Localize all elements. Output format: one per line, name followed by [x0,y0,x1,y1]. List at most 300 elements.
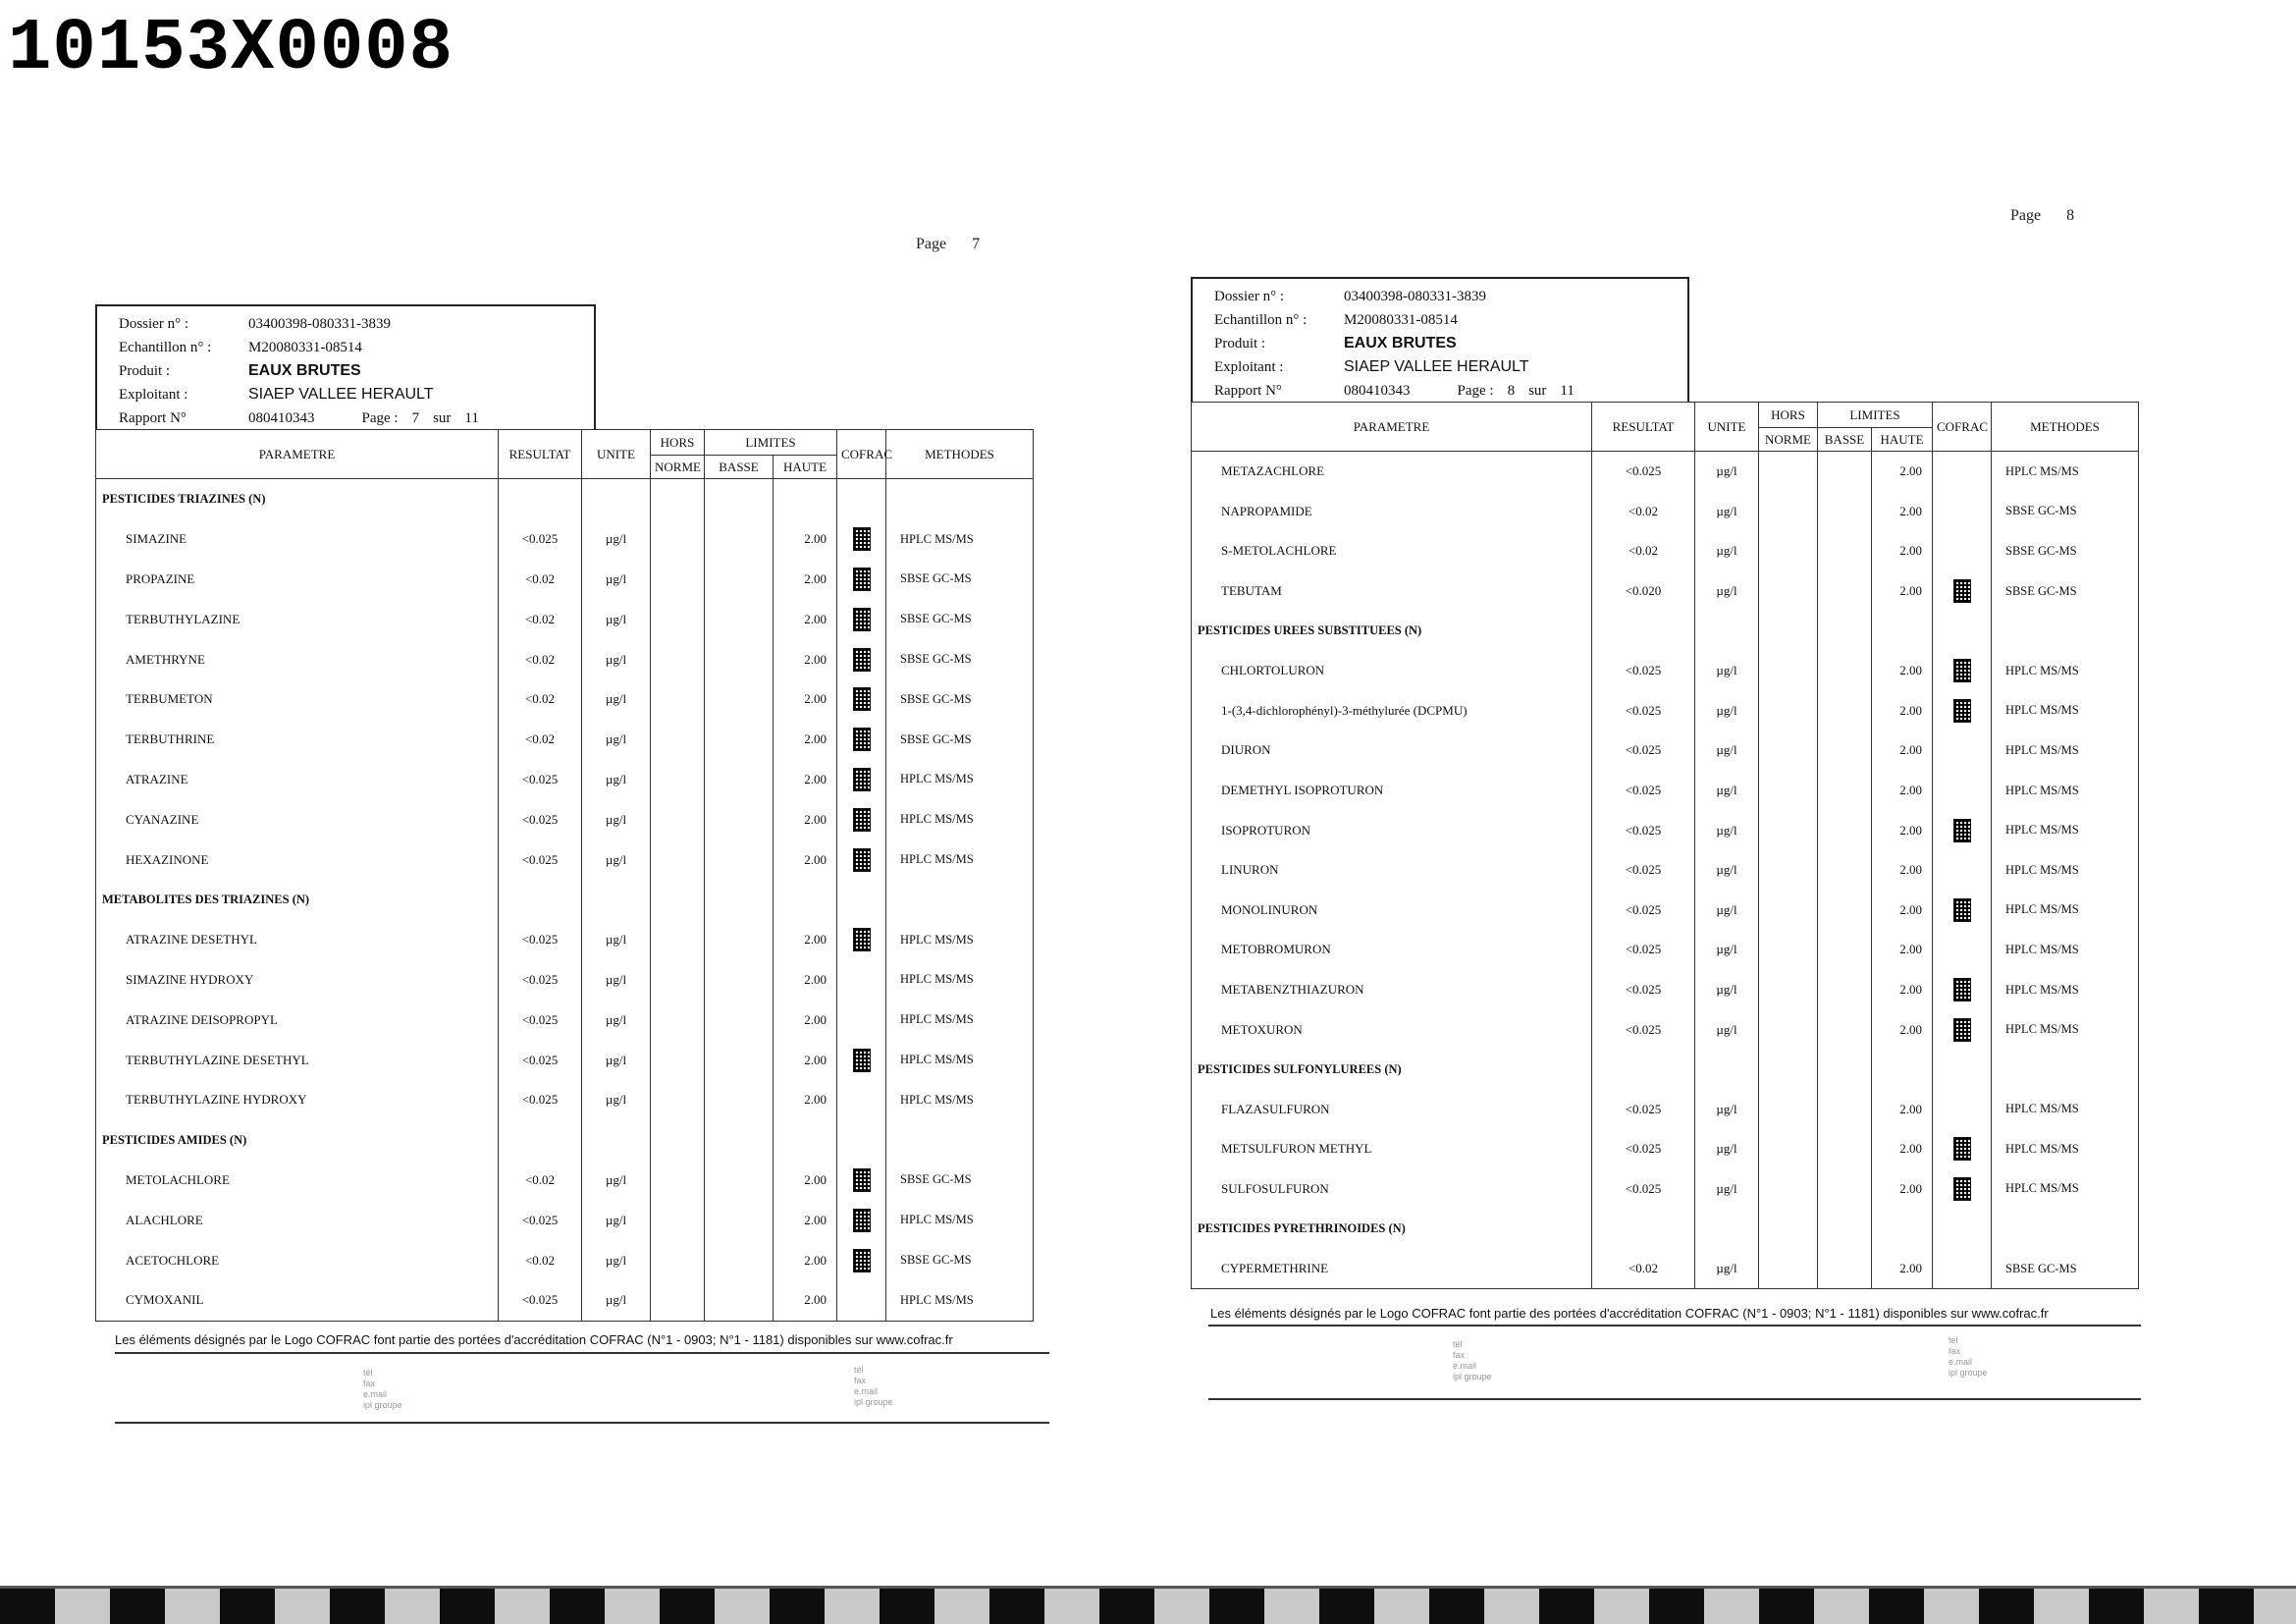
limite-haute-value: 2.00 [1872,891,1933,931]
result-value: <0.025 [499,1280,582,1321]
limite-basse-cell [1818,930,1872,970]
method-value: HPLC MS/MS [1992,1090,2139,1130]
unit-value: µg/l [1695,691,1759,731]
table-row [1192,1249,2139,1289]
cofrac-cell [837,839,886,880]
parameter-name: TEBUTAM [1192,571,1592,612]
empty-cell [1592,1050,1695,1090]
empty-cell [651,1120,705,1161]
empty-cell [1992,611,2139,651]
method-value: SBSE GC-MS [1992,492,2139,532]
category-row [1192,1050,2139,1090]
unit-value: µg/l [582,1200,651,1240]
empty-cell [774,479,837,519]
table-row [96,799,1034,839]
unit-value: µg/l [1695,1129,1759,1169]
method-value: HPLC MS/MS [886,920,1034,960]
method-value: HPLC MS/MS [1992,930,2139,970]
hors-norme-cell [1759,891,1818,931]
limite-haute-value: 2.00 [774,599,837,639]
parameter-name: LINURON [1192,850,1592,891]
cofrac-cell [1933,1129,1992,1169]
result-value: <0.025 [499,1080,582,1120]
limite-haute-value: 2.00 [774,560,837,600]
cofrac-logo-icon [1953,898,1971,922]
method-value: HPLC MS/MS [1992,850,2139,891]
empty-cell [1818,611,1872,651]
limite-basse-cell [705,560,774,600]
hors-norme-cell [651,839,705,880]
cofrac-cell [837,1240,886,1280]
category-row [96,880,1034,920]
cofrac-cell [837,799,886,839]
limite-haute-value: 2.00 [1872,1249,1933,1289]
table-row [1192,850,2139,891]
result-value: <0.025 [1592,970,1695,1010]
parameter-name: ATRAZINE [96,760,499,800]
cofrac-logo-icon [1953,1137,1971,1161]
hors-norme-cell [1759,1249,1818,1289]
empty-cell [1992,1209,2139,1249]
limite-basse-cell [1818,1009,1872,1050]
limite-haute-value: 2.00 [1872,731,1933,771]
limite-basse-cell [705,920,774,960]
unit-value: µg/l [582,1161,651,1201]
table-row [96,599,1034,639]
document-id: 10153X0008 [8,8,454,90]
empty-cell [1933,1050,1992,1090]
method-value: HPLC MS/MS [1992,452,2139,492]
result-value: <0.025 [499,920,582,960]
cofrac-logo-icon [1953,579,1971,603]
scan-border-strip [0,1589,2296,1624]
result-value: <0.02 [1592,531,1695,571]
empty-cell [886,880,1034,920]
result-value: <0.025 [1592,1129,1695,1169]
empty-cell [1818,1050,1872,1090]
method-value: SBSE GC-MS [886,599,1034,639]
result-value: <0.025 [1592,731,1695,771]
hors-norme-cell [651,1161,705,1201]
method-value: HPLC MS/MS [886,519,1034,560]
report-number: 080410343 [248,409,315,426]
cofrac-logo-icon [853,687,871,711]
limite-basse-cell [705,1000,774,1040]
report-header-8: Dossier n° : 03400398-080331-3839 Echantillon n° : M20080331-08514 Produit : EAUX BRUTES Exploitant : SIAEP VALLEE HERAULT Rapport N° 080410343 Page : 8 sur 11 [1191,277,1689,410]
cofrac-cell [837,960,886,1001]
parameter-name: CYANAZINE [96,799,499,839]
table-row [1192,771,2139,811]
cofrac-logo-icon [1953,819,1971,842]
col-header-unite: UNITE [582,430,651,479]
unit-value: µg/l [582,1040,651,1080]
limite-basse-cell [1818,1129,1872,1169]
report-header-7: Dossier n° : 03400398-080331-3839 Echantillon n° : M20080331-08514 Produit : EAUX BRUTES Exploitant : SIAEP VALLEE HERAULT Rapport N° 080410343 Page : 7 sur 11 [95,304,596,438]
method-value: HPLC MS/MS [1992,1169,2139,1210]
col-header-norme: NORME [1759,428,1818,452]
limite-basse-cell [705,760,774,800]
result-value: <0.02 [1592,492,1695,532]
unit-value: µg/l [582,1000,651,1040]
hors-norme-cell [651,1240,705,1280]
empty-cell [499,479,582,519]
limite-basse-cell [705,639,774,679]
category-label: METABOLITES DES TRIAZINES (N) [96,880,499,920]
limite-haute-value: 2.00 [774,1161,837,1201]
parameter-name: METABENZTHIAZURON [1192,970,1592,1010]
col-header-haute: HAUTE [774,456,837,479]
table-row [96,1040,1034,1080]
cofrac-logo-icon [853,568,871,591]
limite-haute-value: 2.00 [774,960,837,1001]
parameter-name: METOLACHLORE [96,1161,499,1201]
empty-cell [1933,1209,1992,1249]
table-row [1192,691,2139,731]
hors-norme-cell [1759,810,1818,850]
cofrac-cell [1933,492,1992,532]
empty-cell [1759,1209,1818,1249]
col-header-limites: LIMITES [705,430,837,456]
limite-haute-value: 2.00 [774,639,837,679]
limite-haute-value: 2.00 [1872,531,1933,571]
result-value: <0.02 [499,639,582,679]
hors-norme-cell [1759,771,1818,811]
parameter-name: HEXAZINONE [96,839,499,880]
table-row [1192,651,2139,691]
parameter-name: METAZACHLORE [1192,452,1592,492]
method-value: HPLC MS/MS [1992,1009,2139,1050]
result-value: <0.025 [1592,691,1695,731]
result-value: <0.025 [499,1040,582,1080]
footer-rule [1208,1325,2141,1326]
unit-value: µg/l [1695,571,1759,612]
contact-block-7a: tél fax e.mail ipl groupe [363,1368,402,1410]
parameter-name: METOBROMURON [1192,930,1592,970]
cofrac-logo-icon [853,928,871,951]
cofrac-cell [1933,452,1992,492]
result-value: <0.02 [1592,1249,1695,1289]
col-header-methodes: METHODES [1992,403,2139,452]
unit-value: µg/l [582,1080,651,1120]
table-row [96,679,1034,720]
table-row [1192,1090,2139,1130]
limite-basse-cell [705,799,774,839]
hors-norme-cell [651,720,705,760]
result-value: <0.02 [499,679,582,720]
result-value: <0.025 [1592,1009,1695,1050]
limite-basse-cell [705,1200,774,1240]
hors-norme-cell [651,1040,705,1080]
operator: SIAEP VALLEE HERAULT [248,386,434,403]
limite-basse-cell [1818,771,1872,811]
category-row [96,479,1034,519]
table-row [96,1161,1034,1201]
empty-cell [1695,611,1759,651]
col-header-basse: BASSE [1818,428,1872,452]
empty-cell [705,1120,774,1161]
parameter-name: DIURON [1192,731,1592,771]
hors-norme-cell [651,639,705,679]
col-header-resultat: RESULTAT [1592,403,1695,452]
result-value: <0.02 [499,1161,582,1201]
cofrac-cell [1933,571,1992,612]
empty-cell [1695,1209,1759,1249]
col-header-cofrac: COFRAC [837,430,886,479]
parameter-name: AMETHRYNE [96,639,499,679]
table-row [1192,1009,2139,1050]
category-label: PESTICIDES UREES SUBSTITUEES (N) [1192,611,1592,651]
table-row [96,1080,1034,1120]
empty-cell [1872,611,1933,651]
empty-cell [582,880,651,920]
cofrac-logo-icon [1953,699,1971,723]
empty-cell [582,479,651,519]
result-value: <0.025 [499,960,582,1001]
method-value: HPLC MS/MS [886,1080,1034,1120]
limite-haute-value: 2.00 [1872,571,1933,612]
result-value: <0.025 [499,1200,582,1240]
hors-norme-cell [1759,930,1818,970]
cofrac-cell [1933,930,1992,970]
empty-cell [582,1120,651,1161]
cofrac-cell [837,519,886,560]
category-label: PESTICIDES TRIAZINES (N) [96,479,499,519]
empty-cell [1759,611,1818,651]
hors-norme-cell [1759,691,1818,731]
parameter-name: TERBUMETON [96,679,499,720]
result-value: <0.025 [499,760,582,800]
method-value: HPLC MS/MS [1992,771,2139,811]
limite-basse-cell [1818,970,1872,1010]
cofrac-cell [1933,1090,1992,1130]
result-value: <0.025 [1592,1090,1695,1130]
cofrac-cell [837,720,886,760]
limite-basse-cell [1818,651,1872,691]
unit-value: µg/l [1695,452,1759,492]
page-label-8: Page 8 [2010,207,2075,224]
method-value: SBSE GC-MS [886,639,1034,679]
method-value: HPLC MS/MS [1992,891,2139,931]
cofrac-cell [1933,970,1992,1010]
table-row [1192,731,2139,771]
hors-norme-cell [651,1280,705,1321]
unit-value: µg/l [1695,1009,1759,1050]
cofrac-logo-icon [853,728,871,751]
cofrac-logo-icon [853,1209,871,1232]
page-label-7: Page 7 [916,236,981,252]
unit-value: µg/l [582,920,651,960]
limite-basse-cell [705,1040,774,1080]
result-value: <0.02 [499,1240,582,1280]
parameter-name: SIMAZINE HYDROXY [96,960,499,1001]
limite-basse-cell [1818,571,1872,612]
limite-haute-value: 2.00 [1872,492,1933,532]
empty-cell [837,479,886,519]
empty-cell [499,1120,582,1161]
table-row [1192,1169,2139,1210]
parameter-name: SIMAZINE [96,519,499,560]
parameter-name: CYPERMETHRINE [1192,1249,1592,1289]
empty-cell [774,1120,837,1161]
method-value: HPLC MS/MS [1992,731,2139,771]
table-row [1192,891,2139,931]
table-row [96,920,1034,960]
empty-cell [886,479,1034,519]
limite-haute-value: 2.00 [774,1080,837,1120]
hors-norme-cell [651,1080,705,1120]
parameter-name: S-METOLACHLORE [1192,531,1592,571]
cofrac-logo-icon [1953,1018,1971,1042]
method-value: SBSE GC-MS [886,560,1034,600]
limite-basse-cell [1818,891,1872,931]
cofrac-logo-icon [1953,659,1971,682]
contact-block-8b: tél fax e.mail ipl groupe [1949,1335,1988,1378]
hors-norme-cell [651,760,705,800]
table-row [96,1280,1034,1321]
table-row [96,760,1034,800]
unit-value: µg/l [1695,970,1759,1010]
col-header-basse: BASSE [705,456,774,479]
cofrac-logo-icon [853,1168,871,1192]
limite-basse-cell [705,1161,774,1201]
limite-basse-cell [705,1240,774,1280]
col-header-hors: HORS [1759,403,1818,428]
unit-value: µg/l [1695,531,1759,571]
limite-basse-cell [705,960,774,1001]
method-value: SBSE GC-MS [1992,571,2139,612]
limite-basse-cell [1818,531,1872,571]
parameter-name: CYMOXANIL [96,1280,499,1321]
cofrac-logo-icon [853,768,871,791]
parameter-name: NAPROPAMIDE [1192,492,1592,532]
limite-haute-value: 2.00 [1872,1009,1933,1050]
hors-norme-cell [1759,1169,1818,1210]
table-row [1192,531,2139,571]
limite-haute-value: 2.00 [1872,1090,1933,1130]
limite-haute-value: 2.00 [1872,930,1933,970]
cofrac-cell [1933,1249,1992,1289]
unit-value: µg/l [1695,492,1759,532]
limite-haute-value: 2.00 [774,760,837,800]
cofrac-cell [1933,531,1992,571]
col-header-parametre: PARAMETRE [96,430,499,479]
hors-norme-cell [651,560,705,600]
method-value: HPLC MS/MS [886,839,1034,880]
table-row [1192,970,2139,1010]
limite-haute-value: 2.00 [774,1000,837,1040]
table-row [96,560,1034,600]
empty-cell [705,479,774,519]
footer-rule [115,1352,1049,1354]
col-header-limites: LIMITES [1818,403,1933,428]
table-row [96,1240,1034,1280]
parameter-name: TERBUTHYLAZINE DESETHYL [96,1040,499,1080]
parameter-name: TERBUTHRINE [96,720,499,760]
method-value: SBSE GC-MS [886,679,1034,720]
cofrac-cell [837,1080,886,1120]
result-value: <0.025 [1592,850,1695,891]
table-row [96,839,1034,880]
unit-value: µg/l [1695,1090,1759,1130]
result-value: <0.025 [1592,810,1695,850]
col-header-parametre: PARAMETRE [1192,403,1592,452]
contact-block-7b: tél fax e.mail ipl groupe [854,1365,893,1407]
category-row [1192,611,2139,651]
cofrac-cell [1933,691,1992,731]
cofrac-cell [1933,850,1992,891]
limite-basse-cell [1818,810,1872,850]
result-value: <0.025 [1592,1169,1695,1210]
hors-norme-cell [1759,731,1818,771]
cofrac-cell [1933,1009,1992,1050]
parameter-name: ATRAZINE DESETHYL [96,920,499,960]
cofrac-cell [837,679,886,720]
unit-value: µg/l [1695,1249,1759,1289]
method-value: HPLC MS/MS [886,760,1034,800]
result-value: <0.025 [499,839,582,880]
limite-haute-value: 2.00 [774,720,837,760]
limite-basse-cell [1818,691,1872,731]
empty-cell [1818,1209,1872,1249]
cofrac-logo-icon [853,527,871,551]
result-value: <0.025 [499,1000,582,1040]
limite-haute-value: 2.00 [774,1200,837,1240]
method-value: HPLC MS/MS [1992,810,2139,850]
limite-haute-value: 2.00 [774,799,837,839]
table-row [96,639,1034,679]
method-value: HPLC MS/MS [886,1040,1034,1080]
parameter-name: SULFOSULFURON [1192,1169,1592,1210]
result-value: <0.025 [1592,930,1695,970]
cofrac-cell [1933,810,1992,850]
hors-norme-cell [651,920,705,960]
table-row [1192,1129,2139,1169]
empty-cell [837,880,886,920]
cofrac-logo-icon [853,648,871,672]
cofrac-cell [837,639,886,679]
cofrac-cell [837,1040,886,1080]
cofrac-logo-icon [1953,978,1971,1001]
method-value: HPLC MS/MS [886,1280,1034,1321]
category-row [96,1120,1034,1161]
cofrac-cell [837,1280,886,1321]
parameter-name: ISOPROTURON [1192,810,1592,850]
table-row [1192,930,2139,970]
method-value: SBSE GC-MS [886,1161,1034,1201]
footer-rule [1208,1398,2141,1400]
method-value: HPLC MS/MS [886,960,1034,1001]
empty-cell [1592,1209,1695,1249]
cofrac-cell [837,1200,886,1240]
hors-norme-cell [651,960,705,1001]
method-value: HPLC MS/MS [1992,691,2139,731]
parameter-name: TERBUTHYLAZINE HYDROXY [96,1080,499,1120]
empty-cell [651,880,705,920]
cofrac-logo-icon [853,608,871,631]
hors-norme-cell [651,1000,705,1040]
unit-value: µg/l [582,519,651,560]
unit-value: µg/l [582,679,651,720]
cofrac-footnote-7: Les éléments désignés par le Logo COFRAC font partie des portées d'accréditation COFRAC (N°1 - 0903; N°1 - 1181) disponibles sur www.cofrac.fr [115,1332,953,1347]
limite-haute-value: 2.00 [1872,1129,1933,1169]
cofrac-cell [1933,891,1992,931]
method-value: HPLC MS/MS [1992,970,2139,1010]
unit-value: µg/l [1695,930,1759,970]
dossier-number: 03400398-080331-3839 [248,315,391,332]
parameter-name: METOXURON [1192,1009,1592,1050]
footer-rule [115,1422,1049,1424]
unit-value: µg/l [582,1280,651,1321]
